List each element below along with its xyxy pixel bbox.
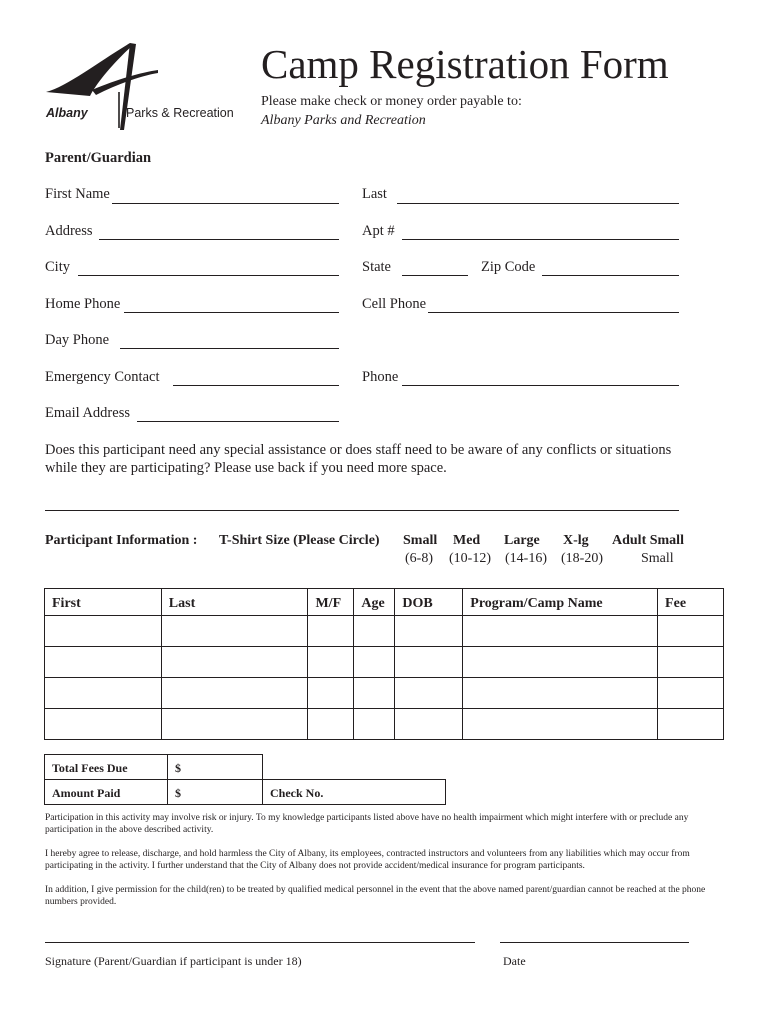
cell-phone-field[interactable] — [428, 312, 679, 313]
risk-statement: Participation in this activity may involve risk or injury. To my knowledge participants listed above have no health impairment which might interfere with or preclude any participation in the above described activity. — [45, 813, 689, 836]
col-first: First — [45, 589, 162, 616]
address-label: Address — [45, 223, 93, 239]
zip-label: Zip Code — [481, 259, 536, 275]
albany-logo — [40, 40, 240, 135]
col-mf: M/F — [308, 589, 354, 616]
cell-phone-label: Cell Phone — [362, 296, 427, 312]
size-small[interactable]: Small — [403, 533, 438, 548]
check-no-field[interactable]: Check No. — [263, 780, 446, 805]
table-row — [45, 678, 724, 709]
table-cell[interactable] — [395, 709, 463, 740]
table-cell[interactable] — [395, 678, 463, 709]
table-cell[interactable] — [658, 647, 724, 678]
payable-instruction: Please make check or money order payable to: — [261, 94, 522, 109]
size-adult-small-sub: Small — [641, 551, 674, 566]
size-med-range: (10-12) — [449, 551, 491, 566]
table-cell[interactable] — [308, 709, 354, 740]
apt-label: Apt # — [362, 223, 395, 239]
city-field[interactable] — [78, 275, 339, 276]
size-small-range: (6-8) — [405, 551, 433, 566]
col-age: Age — [354, 589, 395, 616]
table-cell[interactable] — [161, 709, 308, 740]
size-med[interactable]: Med — [453, 533, 481, 548]
table-cell[interactable] — [354, 647, 395, 678]
table-cell[interactable] — [354, 709, 395, 740]
total-fees-field[interactable]: $ — [168, 755, 263, 780]
phone-label: Phone — [362, 369, 399, 385]
table-cell[interactable] — [308, 616, 354, 647]
logo-word-albany: Albany — [46, 106, 88, 120]
table-row — [45, 709, 724, 740]
fees-table — [44, 754, 446, 805]
albany-a-logo-mark — [40, 40, 240, 135]
fees-row-paid — [45, 780, 446, 805]
release-statement: I hereby agree to release, discharge, and hold harmless the City of Albany, its employees, contracted instructors and volunteers from any liabilities which may occur from participating in the activity. I further understand that the City of Albany does not provide accident/medical insurance for program participants. — [45, 849, 690, 872]
tshirt-size-label: T-Shirt Size (Please Circle) — [219, 533, 380, 548]
payable-to: Albany Parks and Recreation — [261, 113, 426, 128]
table-cell[interactable] — [354, 678, 395, 709]
date-label: Date — [503, 954, 526, 968]
table-cell[interactable] — [658, 616, 724, 647]
emergency-contact-field[interactable] — [173, 385, 339, 386]
last-name-field[interactable] — [397, 203, 679, 204]
state-label: State — [362, 259, 391, 275]
size-large[interactable]: Large — [504, 533, 540, 548]
size-xlg-range: (18-20) — [561, 551, 603, 566]
apt-field[interactable] — [402, 239, 679, 240]
email-label: Email Address — [45, 405, 130, 421]
table-cell[interactable] — [161, 678, 308, 709]
table-row — [45, 647, 724, 678]
table-cell[interactable] — [308, 678, 354, 709]
form-title: Camp Registration Form — [261, 41, 669, 87]
day-phone-field[interactable] — [120, 348, 339, 349]
participant-table — [44, 588, 724, 740]
col-dob: DOB — [395, 589, 463, 616]
amount-paid-field[interactable]: $ — [168, 780, 263, 805]
last-name-label: Last — [362, 186, 387, 202]
date-field[interactable] — [500, 942, 689, 943]
table-cell[interactable] — [395, 616, 463, 647]
state-field[interactable] — [402, 275, 468, 276]
size-adult-small[interactable]: Adult Small — [612, 533, 684, 548]
table-cell[interactable] — [463, 616, 658, 647]
emergency-contact-label: Emergency Contact — [45, 369, 160, 385]
table-cell[interactable] — [658, 678, 724, 709]
table-cell[interactable] — [395, 647, 463, 678]
table-cell[interactable] — [463, 709, 658, 740]
table-cell[interactable] — [308, 647, 354, 678]
special-assistance-question-line2: while they are participating? Please use back if you need more space. — [45, 460, 447, 476]
first-name-label: First Name — [45, 186, 110, 202]
table-cell[interactable] — [161, 616, 308, 647]
phone-field[interactable] — [402, 385, 679, 386]
table-cell[interactable] — [354, 616, 395, 647]
city-label: City — [45, 259, 70, 275]
first-name-field[interactable] — [112, 203, 339, 204]
col-fee: Fee — [658, 589, 724, 616]
table-row — [45, 616, 724, 647]
table-cell[interactable] — [658, 709, 724, 740]
col-program: Program/Camp Name — [463, 589, 658, 616]
table-cell[interactable] — [463, 678, 658, 709]
logo-word-parks: Parks & Recreation — [126, 106, 234, 120]
table-cell[interactable] — [45, 616, 162, 647]
participant-info-heading: Participant Information : — [45, 533, 198, 548]
table-cell[interactable] — [45, 647, 162, 678]
signature-field[interactable] — [45, 942, 475, 943]
col-last: Last — [161, 589, 308, 616]
guardian-section-title: Parent/Guardian — [45, 150, 152, 166]
amount-paid-label: Amount Paid — [45, 780, 168, 805]
medical-permission-statement: In addition, I give permission for the child(ren) to be treated by qualified medical personnel in the event that the above named parent/guardian cannot be reached at the phone numbers provided. — [45, 885, 706, 908]
home-phone-label: Home Phone — [45, 296, 121, 312]
special-assistance-field[interactable] — [45, 510, 679, 511]
table-cell[interactable] — [161, 647, 308, 678]
fees-spacer — [263, 755, 446, 780]
total-fees-label: Total Fees Due — [45, 755, 168, 780]
zip-field[interactable] — [542, 275, 679, 276]
fees-row-total — [45, 755, 446, 780]
day-phone-label: Day Phone — [45, 332, 110, 348]
address-field[interactable] — [99, 239, 339, 240]
participant-table-header — [45, 589, 724, 616]
size-large-range: (14-16) — [505, 551, 547, 566]
table-cell[interactable] — [463, 647, 658, 678]
special-assistance-question-line1: Does this participant need any special assistance or does staff need to be aware of any conflicts or situations — [45, 442, 672, 458]
size-xlg[interactable]: X-lg — [563, 533, 589, 548]
signature-label: Signature (Parent/Guardian if participant is under 18) — [45, 954, 302, 968]
home-phone-field[interactable] — [124, 312, 339, 313]
table-cell[interactable] — [45, 709, 162, 740]
table-cell[interactable] — [45, 678, 162, 709]
email-field[interactable] — [137, 421, 339, 422]
